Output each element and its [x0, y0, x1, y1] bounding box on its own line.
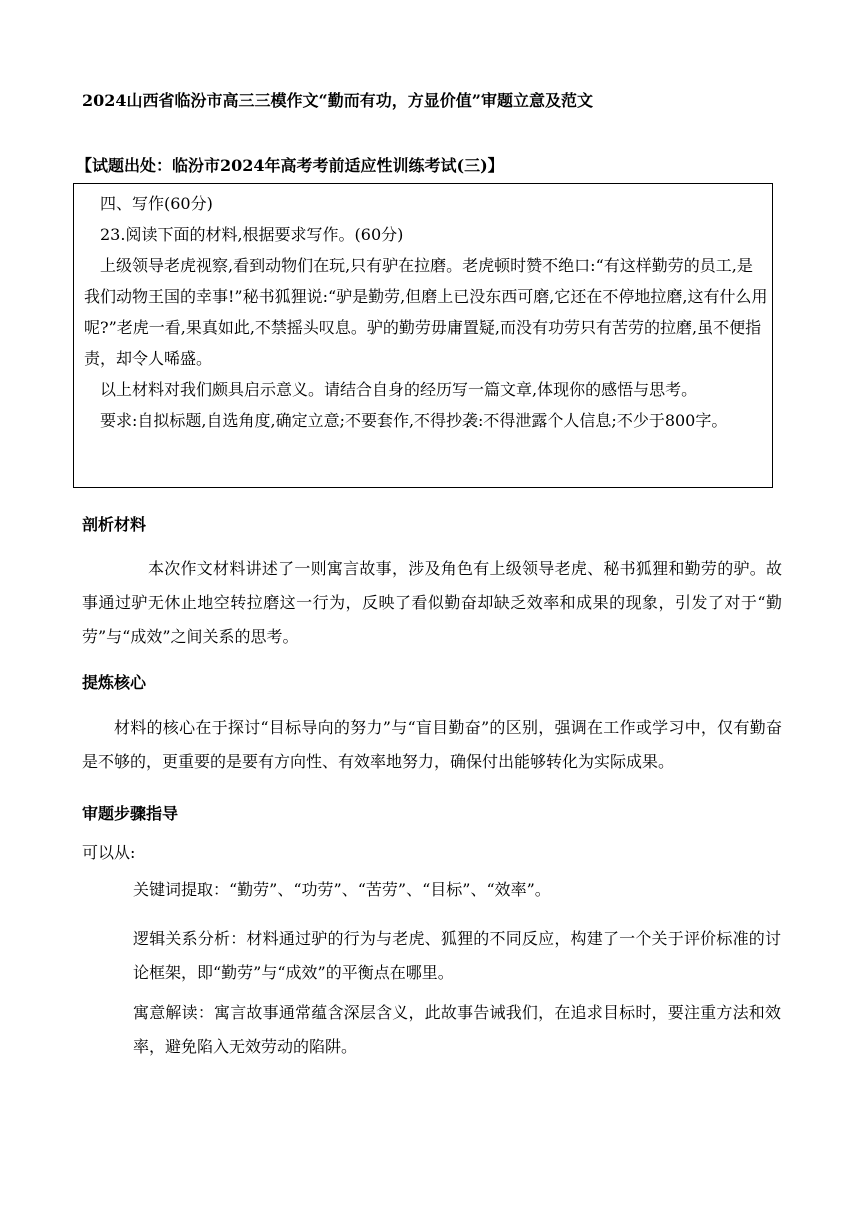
- question-material: 上级领导老虎视察,看到动物们在玩,只有驴在拉磨。老虎顿时赞不绝口:“有这样勤劳的员工,是我们动物王国的幸事!”秘书狐狸说:“驴是勤劳,但磨上已没东西可磨,它还在不停地拉磨,这有什么用呢?”老虎一看,果真如此,不禁摇头叹息。驴的勤劳毋庸置疑,而没有功劳只有苦劳的拉磨,虽不便指责，却令人唏盛。: [84, 256, 768, 368]
- analysis-heading: 剖析材料: [82, 515, 147, 534]
- question-box: [73, 183, 773, 488]
- core-heading: 提炼核心: [82, 673, 147, 692]
- core-text: 材料的核心在于探讨“目标导向的努力”与“盲目勤奋”的区别，强调在工作或学习中，仅有勤奋是不够的，更重要的是要有方向性、有效率地努力，确保付出能够转化为实际成果。: [82, 718, 782, 771]
- question-source: 【试题出处：临汾市2024年高考考前适应性训练考试(三)】: [76, 156, 504, 175]
- step-meaning: 寓意解读：寓言故事通常蕴含深层含义，此故事告诫我们，在追求目标时，要注重方法和效率，避免陷入无效劳动的陷阱。: [133, 1003, 781, 1056]
- question-requirements: 要求:自拟标题,自选角度,确定立意;不要套作,不得抄袭:不得泄露个人信息;不少于800字。: [100, 411, 728, 430]
- question-instruction: 以上材料对我们颇具启示意义。请结合自身的经历写一篇文章,体现你的感悟与思考。: [100, 380, 698, 399]
- step-keywords: 关键词提取：“勤劳”、“功劳”、“苦劳”、“目标”、“效率”。: [133, 880, 551, 899]
- steps-heading: 审题步骤指导: [82, 804, 179, 823]
- analysis-text: 本次作文材料讲述了一则寓言故事，涉及角色有上级领导老虎、秘书狐狸和勤劳的驴。故事通过驴无休止地空转拉磨这一行为，反映了看似勤奋却缺乏效率和成果的现象，引发了对于“勤劳”与“成效”之间关系的思考。: [82, 559, 782, 646]
- page-title: 2024山西省临汾市高三三模作文“勤而有功，方显价值”审题立意及范文: [82, 91, 593, 110]
- step-logic: 逻辑关系分析：材料通过驴的行为与老虎、狐狸的不同反应，构建了一个关于评价标准的讨论框架，即“勤劳”与“成效”的平衡点在哪里。: [133, 929, 781, 982]
- question-prompt: 23.阅读下面的材料,根据要求写作。(60分): [100, 225, 404, 244]
- question-section: 四、写作(60分): [100, 194, 213, 213]
- steps-intro: 可以从:: [82, 843, 136, 862]
